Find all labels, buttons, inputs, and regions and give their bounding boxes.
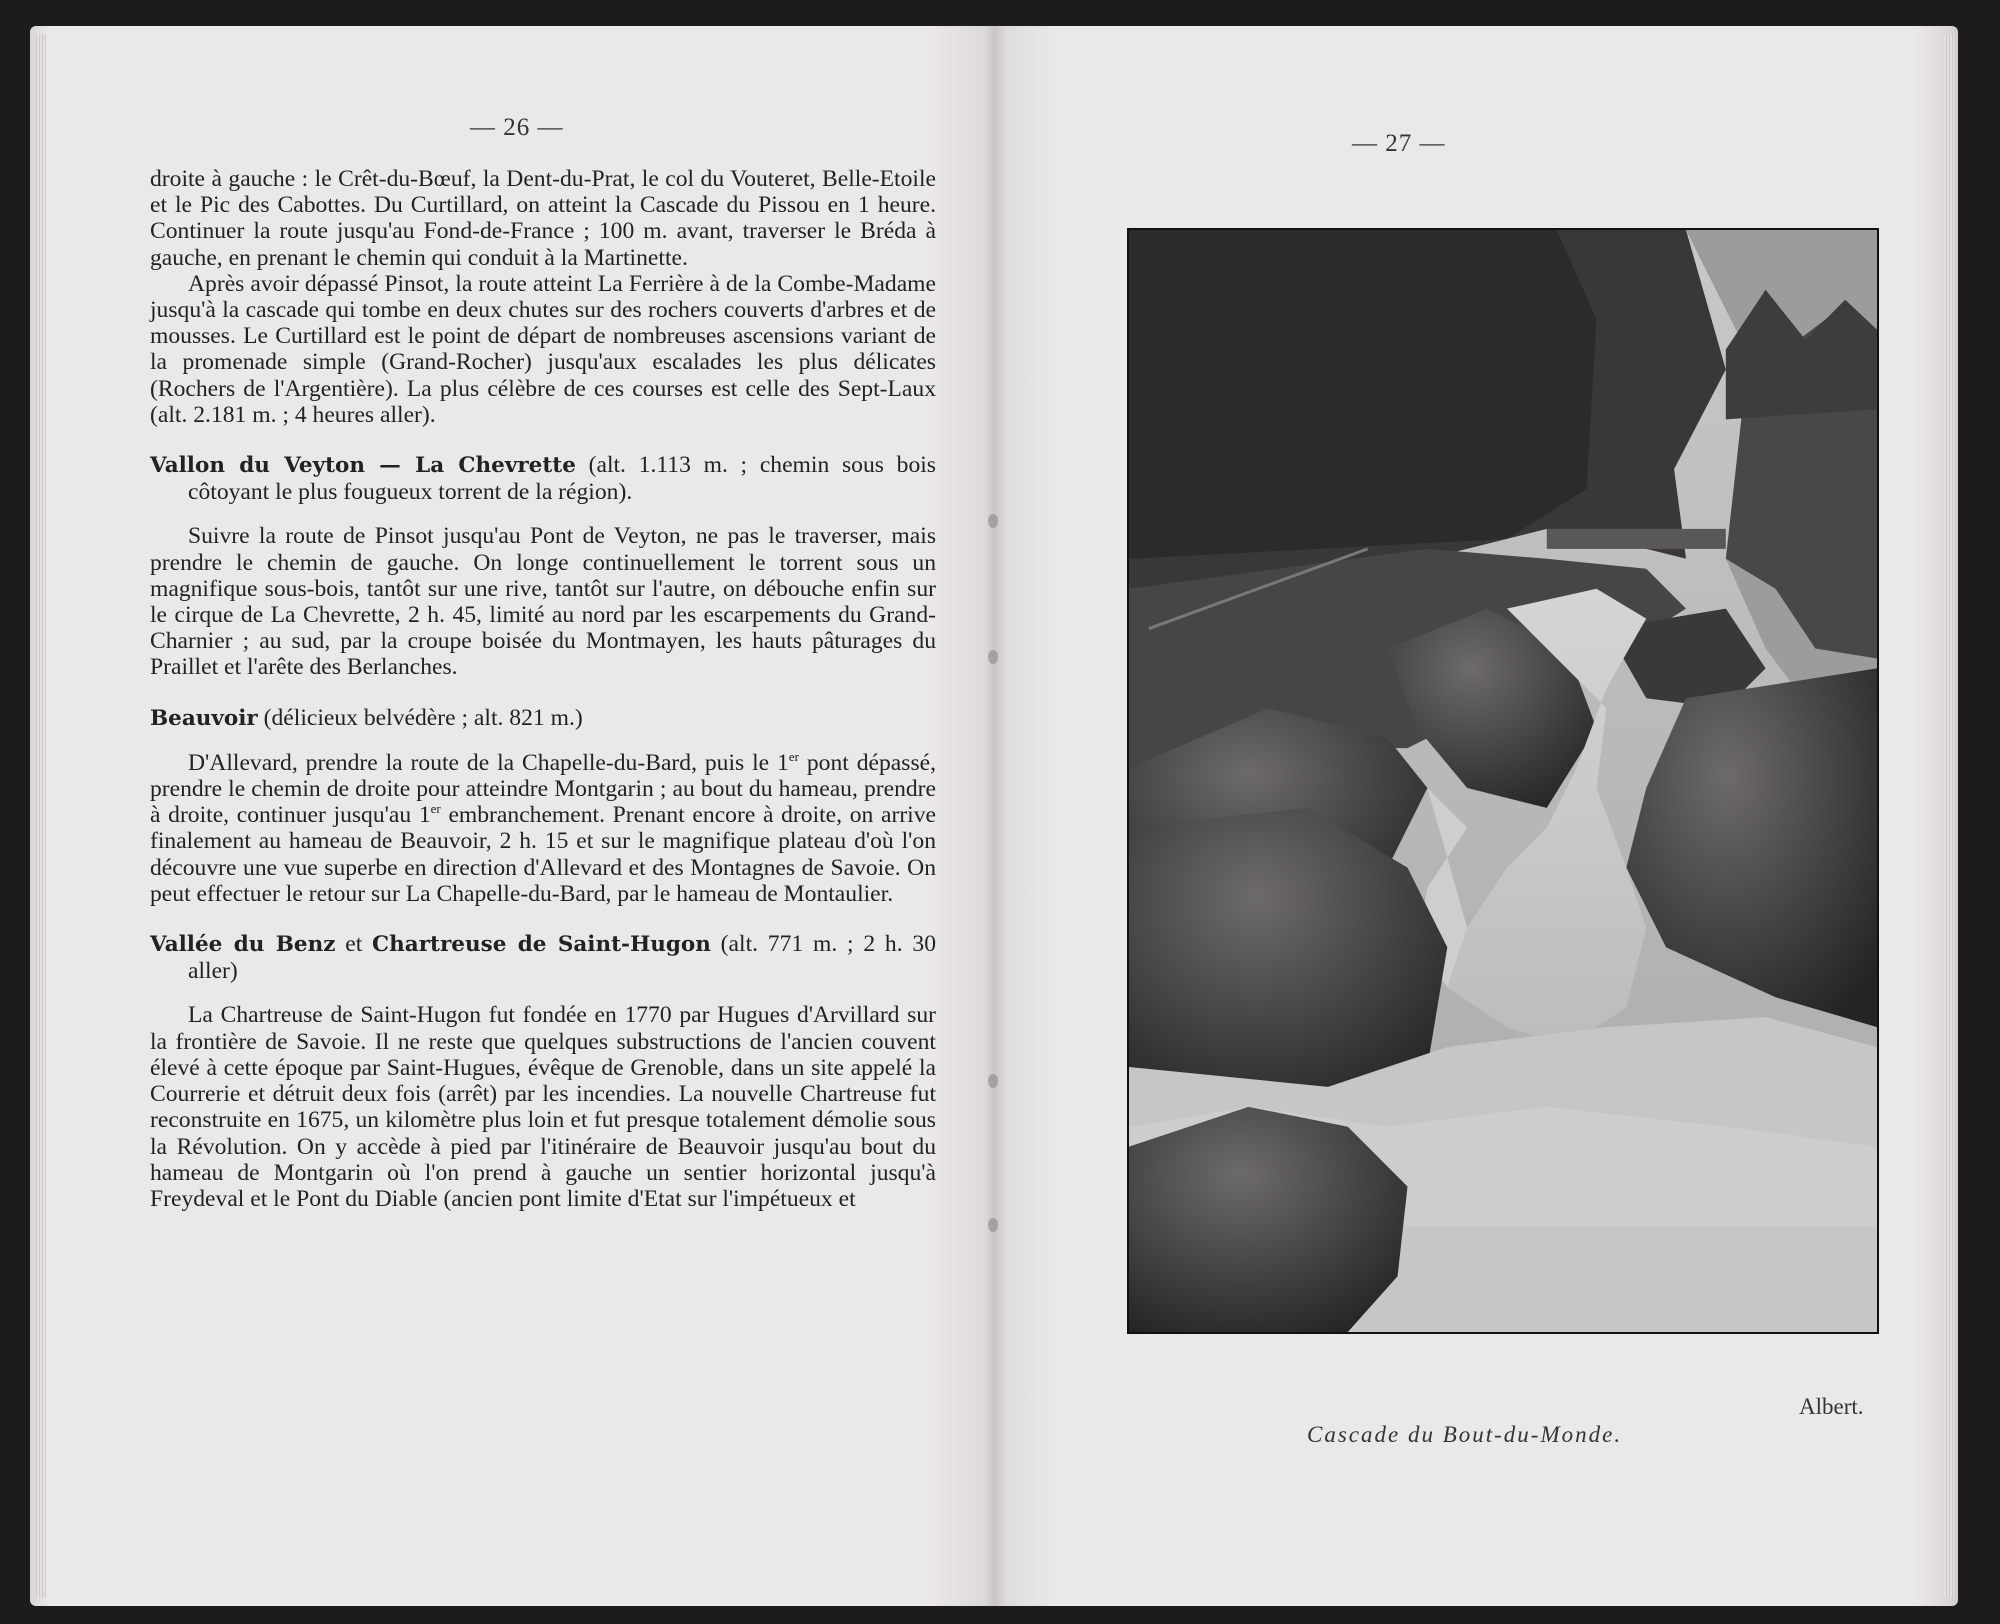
text-run: D'Allevard, prendre la route de la Chapelle-du-Bard, puis le 1 bbox=[188, 749, 789, 776]
waterfall-photo-drawing bbox=[1129, 230, 1877, 1332]
left-page-text bbox=[150, 166, 936, 1212]
paragraph-3: Suivre la route de Pinsot jusqu'au Pont de Veyton, ne pas le traverser, mais prendre le chemin de gauche. On longe continuellement le torrent sous un magnifique sous-bois, tantôt sur une rive, tantôt sur l'autre, on débouche enfin sur le cirque de La Chevrette, 2 h. 45, limité au nord par les escarpements du Grand-Charnier ; au sud, par la croupe boisée du Montmayen, les hauts pâturages du Praillet et l'arête des Berlanches. bbox=[150, 523, 936, 681]
book-spread bbox=[30, 26, 1958, 1606]
entry-title: Vallon du Veyton — La Chevrette bbox=[150, 453, 576, 479]
entry-title: Chartreuse de Saint-Hugon bbox=[372, 932, 711, 958]
entry-detail: (alt. 1.113 m. ; chemin sous bois côtoyant le plus fougueux torrent de la région). bbox=[188, 452, 936, 506]
page-number-right: — 27 — bbox=[1352, 130, 1446, 157]
text-run: embranchement. Prenant encore à droite, on arrive finalement au hameau de Beauvoir, 2 h. 15 et sur le magnifique plateau d'où l'on découvre une vue superbe en direction d'Allevard et des Montagnes de Savoie. On peut effectuer le retour sur La Chapelle-du-Bard, par le hameau de Montaulier. bbox=[150, 802, 937, 907]
entry-detail: (délicieux belvédère ; alt. 821 m.) bbox=[257, 704, 583, 731]
paragraph-4 bbox=[150, 750, 936, 907]
binding-staple bbox=[988, 1074, 998, 1088]
paragraph-2: Après avoir dépassé Pinsot, la route atteint La Ferrière à de la Combe-Madame jusqu'à la cascade qui tombe en deux chutes sur des rochers couverts d'arbres et de mousses. Le Curtillard est le point de départ de nombreuses ascensions variant de la promenade simple (Grand-Rocher) jusqu'aux escalades les plus délicates (Rochers de l'Argentière). La plus célèbre de ces courses est celle des Sept-Laux (alt. 2.181 m. ; 4 heures aller). bbox=[150, 270, 936, 428]
binding-staple bbox=[988, 650, 998, 664]
entry-vallon-du-veyton bbox=[150, 452, 936, 505]
page-number-left: — 26 — bbox=[470, 114, 564, 141]
superscript: er bbox=[430, 801, 441, 817]
entry-title: Beauvoir bbox=[150, 705, 258, 731]
left-page bbox=[30, 26, 994, 1606]
text-run: pont dépassé, prendre le chemin de droite pour atteindre Montgarin ; au bout du hameau, prendre à droite, continuer jusqu'au 1 bbox=[150, 749, 937, 829]
entry-beauvoir bbox=[150, 705, 936, 732]
paragraph-5: La Chartreuse de Saint-Hugon fut fondée en 1770 par Hugues d'Arvillard sur la frontière de Savoie. Il ne reste que quelques substructions de l'ancien couvent élevé à cette époque par Saint-Hugues, évêque de Grenoble, dans un site appelé la Courrerie et détruit deux fois (arrêt) par les incendies. La nouvelle Chartreuse fut reconstruite en 1675, un kilomètre plus loin et fut presque totalement démolie sous la Révolution. On y accède à pied par l'itinéraire de Beauvoir jusqu'au bout du hameau de Montgarin où l'on prend à gauche un sentier horizontal jusqu'à Freydeval et le Pont du Diable (ancien pont limite d'Etat sur l'impétueux et bbox=[150, 1002, 936, 1212]
binding-staple bbox=[988, 1218, 998, 1232]
waterfall-photo bbox=[1127, 228, 1879, 1334]
right-page-edges bbox=[1944, 34, 1954, 1598]
entry-title: Vallée du Benz bbox=[150, 932, 336, 958]
superscript: er bbox=[788, 748, 799, 764]
entry-vallee-du-benz bbox=[150, 931, 936, 984]
entry-connector: et bbox=[335, 931, 373, 958]
left-page-edges bbox=[36, 34, 46, 1598]
right-page bbox=[994, 26, 1958, 1606]
binding-staple bbox=[988, 514, 998, 528]
photo-caption: Cascade du Bout-du-Monde. bbox=[1307, 1422, 1623, 1447]
photo-credit: Albert. bbox=[1799, 1394, 1864, 1419]
entry-detail: (alt. 771 m. ; 2 h. 30 aller) bbox=[188, 931, 936, 985]
paragraph-1: droite à gauche : le Crêt-du-Bœuf, la Dent-du-Prat, le col du Vouteret, Belle-Etoile et le Pic des Cabottes. Du Curtillard, on atteint la Cascade du Pissou en 1 heure. Continuer la route jusqu'au Fond-de-France ; 100 m. avant, traverser le Bréda à gauche, en prenant le chemin qui conduit à la Martinette. bbox=[150, 166, 936, 271]
